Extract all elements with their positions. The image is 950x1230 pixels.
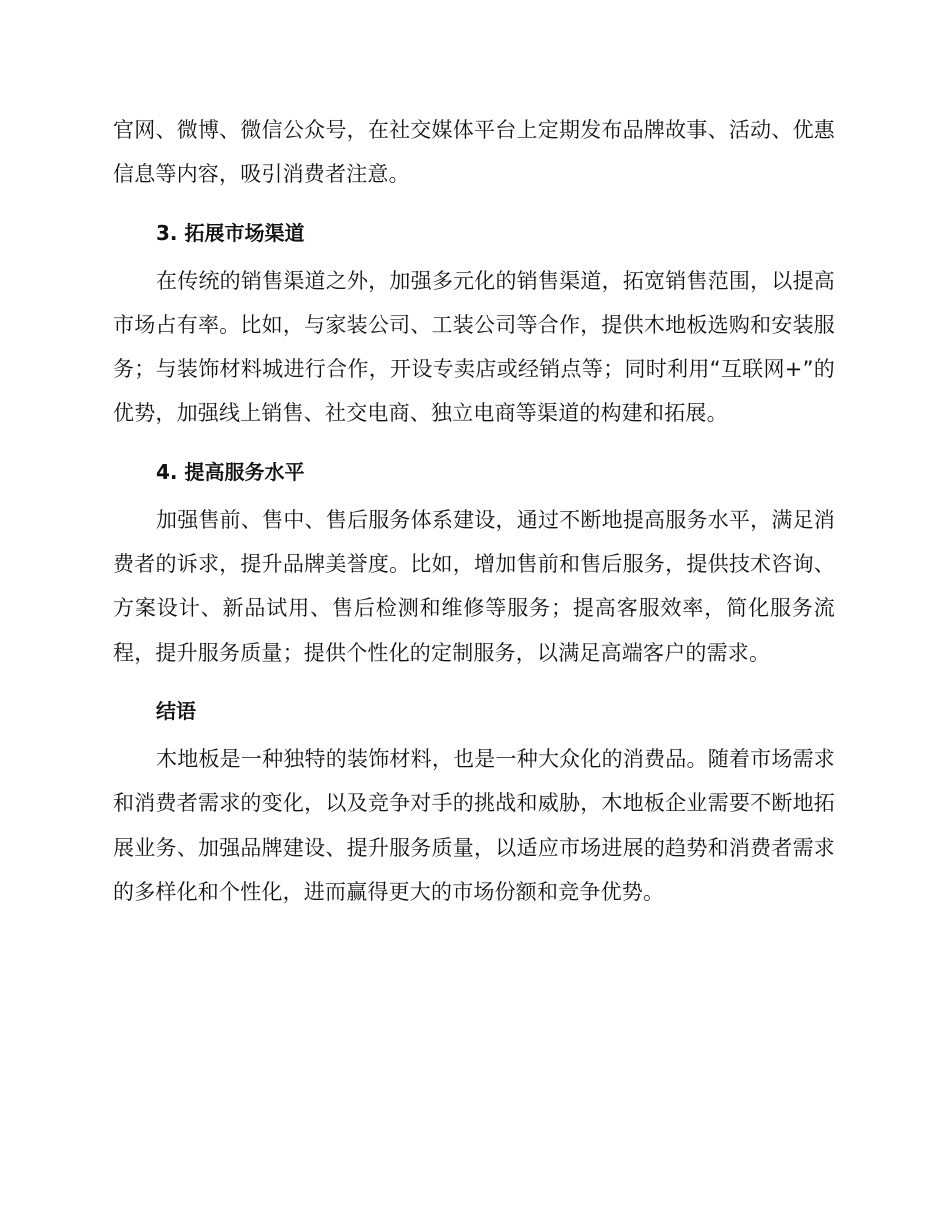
conclusion-body: 木地板是一种独特的装饰材料，也是一种大众化的消费品。随着市场需求和消费者需求的变化，以及竞争对手的挑战和威胁，木地板企业需要不断地拓展业务、加强品牌建设、提升服务质量，以适应市场进展的趋势和消费者需求的多样化和个性化，进而赢得更大的市场份额和竞争优势。 xyxy=(113,746,835,904)
document-page xyxy=(113,108,835,914)
section-4-heading: 4. 提高服务水平 xyxy=(156,459,305,484)
section-4-body: 加强售前、售中、售后服务体系建设，通过不断地提高服务水平，满足消费者的诉求，提升品牌美誉度。比如，增加售前和售后服务，提供技术咨询、方案设计、新品试用、售后检测和维修等服务；提高客服效率，简化服务流程，提升服务质量；提供个性化的定制服务，以满足高端客户的需求。 xyxy=(113,507,835,665)
section-3-heading: 3. 拓展市场渠道 xyxy=(156,220,305,245)
conclusion-heading: 结语 xyxy=(156,698,196,723)
section-3-body: 在传统的销售渠道之外，加强多元化的销售渠道，拓宽销售范围，以提高市场占有率。比如，与家装公司、工装公司等合作，提供木地板选购和安装服务；与装饰材料城进行合作，开设专卖店或经销点等；同时利用“互联网+”的优势，加强线上销售、社交电商、独立电商等渠道的构建和拓展。 xyxy=(113,268,835,426)
intro-paragraph: 官网、微博、微信公众号，在社交媒体平台上定期发布品牌故事、活动、优惠信息等内容，吸引消费者注意。 xyxy=(113,118,835,187)
